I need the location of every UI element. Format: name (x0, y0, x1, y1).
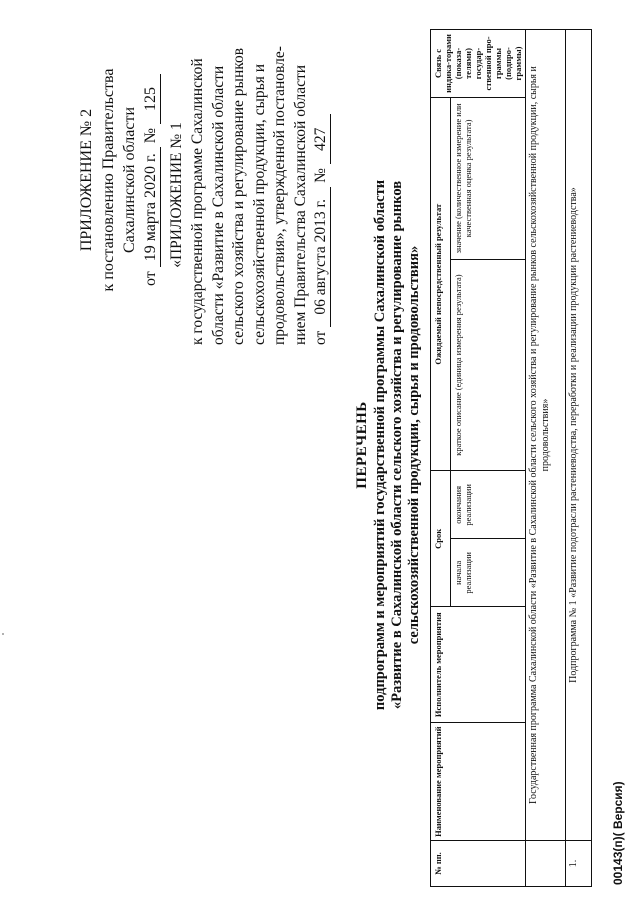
subprogram-no-cell: 1. (566, 841, 592, 887)
measures-table (430, 29, 592, 887)
appendix-2-date-line (140, 50, 161, 310)
appendix-2-block (78, 50, 161, 310)
appendix-1-date: 06 августа 2013 г. (312, 187, 331, 327)
appendix-1-from: от (312, 330, 329, 345)
appendix-1-line: к государственной программе Сахалинской (189, 58, 206, 345)
gov-program-row (526, 30, 566, 887)
appendix-1-line: сельскохозяйственной продукции, сырья и (250, 63, 268, 345)
gov-program-cell: Государственная программа Сахалинской области «Развитие в Сахалинской области сельского хозяйства и регулирование рынков сельскохозяйственной продукции, сырья и продовольствия» (526, 30, 566, 841)
appendix-2-line1: к постановлению Правительства (100, 68, 117, 292)
appendix-1-line: сельского хозяйства и регулирование рынков (230, 47, 247, 345)
appendix-1-date-line (311, 45, 332, 345)
col-result-short-header: краткое описание (единица измерения результата) (451, 259, 526, 471)
appendix-1-line: продовольствия», утвержденной постановле- (271, 46, 288, 345)
appendix-1-no-sign: № (312, 168, 329, 183)
heading-sub1: подпрограмм и мероприятий государственной программы Сахалинской области (372, 179, 388, 711)
appendix-2-from: от (142, 271, 159, 287)
appendix-1-number: 427 (312, 114, 331, 164)
col-result-value-header: значение (количественное измерение или качественная оценка результата) (451, 97, 526, 259)
appendix-2-no-sign: № (142, 127, 159, 144)
col-name-header: Наименование мероприятий (431, 723, 526, 841)
col-no-header: № пп. (431, 841, 526, 887)
appendix-2-date: 19 марта 2020 г. (142, 147, 161, 267)
gov-program-no-cell (526, 841, 566, 887)
version-footer: 00143(п)( Версия) (611, 781, 625, 885)
heading-sub3: сельскохозяйственной продукции, сырья и продовольствия» (406, 245, 422, 645)
appendix-1-block (168, 45, 332, 345)
subprogram-row (566, 30, 592, 887)
col-link-header: Связь с индика-торами (показа-телями) государ-ственной про-граммы (подпро-граммы) (431, 30, 526, 98)
document-heading (352, 115, 423, 775)
heading-sub2: «Развитие в Сахалинской области сельского хозяйства и регулирование рынков (389, 180, 405, 710)
col-result-header: Ожидаемый непосредственный результат (431, 97, 451, 470)
appendix-2-number: 125 (142, 74, 161, 124)
scan-speck (2, 633, 4, 635)
col-term-end-header: окончания реализации (451, 471, 526, 539)
subprogram-cell: Подпрограмма № 1 «Развитие подотрасли растениеводства, переработки и реализации продукции растениеводства» (566, 30, 592, 841)
heading-title: ПЕРЕЧЕНЬ (354, 401, 370, 489)
appendix-2-line2: Сахалинской области (121, 106, 138, 254)
col-term-header: Срок (431, 471, 451, 607)
col-exec-header: Исполнитель мероприятия (431, 607, 526, 723)
col-term-start-header: начала реализации (451, 539, 526, 607)
appendix-1-title: «ПРИЛОЖЕНИЕ № 1 (168, 122, 185, 268)
appendix-2-title: ПРИЛОЖЕНИЕ № 2 (78, 108, 95, 252)
appendix-1-line: нием Правительства Сахалинской области (291, 64, 309, 345)
appendix-1-line: области «Развитие в Сахалинской области (209, 65, 227, 345)
